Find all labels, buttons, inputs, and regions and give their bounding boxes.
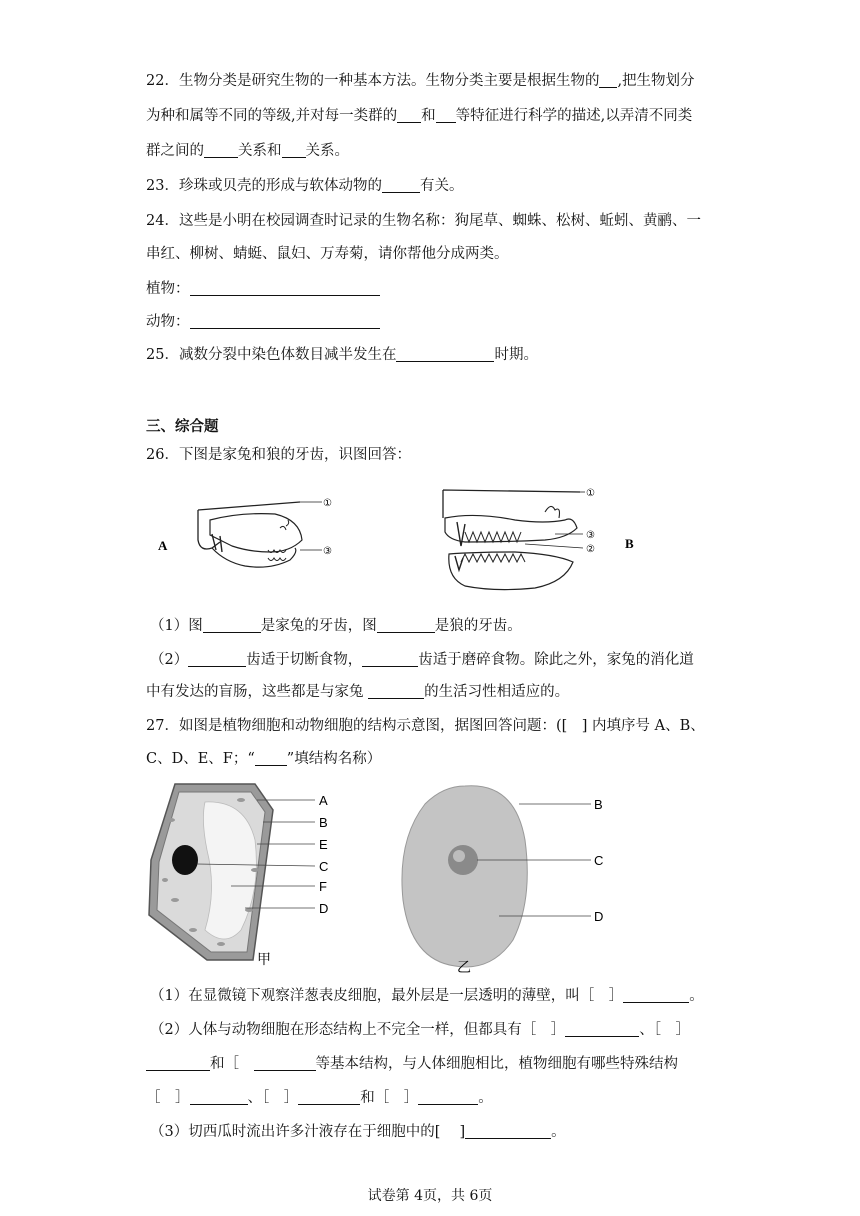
label-D: D	[594, 909, 604, 924]
q23-line	[146, 176, 463, 196]
q24-animal-line	[146, 312, 380, 332]
label-C: C	[319, 859, 329, 874]
q26-part2	[150, 650, 694, 670]
plant-cell-figure	[145, 780, 355, 970]
q26-stem: 26．下图是家兔和狼的牙齿，识图回答：	[146, 447, 411, 463]
q27-line2	[146, 749, 381, 769]
q26-part2-cont	[146, 682, 569, 702]
q26-text: 是家兔的牙齿，图	[260, 618, 377, 634]
q27-text: 、［ ］	[247, 1090, 299, 1106]
q25-line	[146, 345, 538, 365]
q27-part2	[150, 1020, 690, 1040]
q27-text: 。	[551, 1124, 566, 1140]
marker-1: ①	[323, 498, 332, 509]
q27-text: 。	[689, 988, 704, 1004]
q26-text: 是狼的牙齿。	[434, 618, 522, 634]
q26-text: 的生活习性相适应的。	[424, 684, 570, 700]
q23-text: 23．珍珠或贝壳的形成与软体动物的	[146, 178, 382, 194]
animal-cell-figure	[395, 780, 615, 974]
q26-text: （2）	[150, 652, 189, 668]
answer-blank[interactable]	[465, 1124, 551, 1139]
label-B: B	[594, 797, 603, 812]
answer-blank[interactable]	[565, 1022, 639, 1037]
answer-blank[interactable]	[362, 652, 418, 667]
answer-blank[interactable]	[188, 652, 246, 667]
answer-blank[interactable]	[204, 143, 238, 158]
q27-text: （3）切西瓜时流出许多汁液存在于细胞中的[ ]	[150, 1124, 466, 1140]
q27-text: 。	[478, 1090, 493, 1106]
q27-line1: 27．如图是植物细胞和动物细胞的结构示意图，据图回答问题：([ ] 内填序号 A、B、	[146, 718, 705, 734]
answer-blank[interactable]	[382, 178, 420, 193]
q27-text: （1）在显微镜下观察洋葱表皮细胞，最外层是一层透明的薄壁，叫［ ］	[150, 988, 624, 1004]
q27-part1	[150, 986, 704, 1006]
answer-blank[interactable]	[623, 988, 689, 1003]
q27-part3	[150, 1122, 566, 1142]
answer-blank[interactable]	[377, 618, 435, 633]
q27-part2-cont2	[146, 1088, 493, 1108]
answer-blank[interactable]	[418, 1090, 478, 1105]
answer-blank[interactable]	[203, 618, 261, 633]
q27-text: （2）人体与动物细胞在形态结构上不完全一样，但都具有［ ］	[150, 1022, 566, 1038]
q27-text: 等基本结构，与人体细胞相比，植物细胞有哪些特殊结构	[315, 1056, 678, 1072]
q22-text: 22．生物分类是研究生物的一种基本方法。生物分类主要是根据生物的	[146, 73, 600, 89]
q26-text: （1）图	[150, 618, 203, 634]
q24-plant-line	[146, 279, 380, 299]
answer-blank[interactable]	[599, 73, 617, 88]
q25-text: 25．减数分裂中染色体数目减半发生在	[146, 347, 397, 363]
q27-text: ［ ］	[146, 1090, 190, 1106]
section-heading: 三、综合题	[146, 418, 219, 435]
page-footer: 试卷第 4页，共 6页	[367, 1188, 493, 1204]
q26-text: 齿适于切断食物，	[246, 652, 363, 668]
q22-text: 等特征进行科学的描述,以弄清不同类	[455, 108, 693, 124]
marker-3: ③	[323, 546, 332, 557]
q22-line1	[146, 71, 695, 91]
q24-line2: 串红、柳树、蜻蜓、鼠妇、万寿菊，请你帮他分成两类。	[146, 246, 509, 262]
rabbit-teeth-figure	[150, 490, 350, 580]
animal-answer-blank[interactable]	[190, 314, 380, 329]
q22-text: 关系。	[305, 143, 349, 159]
q26-part1	[150, 616, 522, 636]
wolf-teeth-figure	[435, 482, 655, 597]
label-D: D	[319, 901, 329, 916]
animal-label: 动物：	[146, 314, 190, 330]
q24-line1: 24．这些是小明在校园调查时记录的生物名称：狗尾草、蜘蛛、松树、蚯蚓、黄鹂、一	[146, 213, 701, 229]
marker-1: ①	[586, 488, 595, 499]
answer-blank[interactable]	[298, 1090, 360, 1105]
q27-text: ”填结构名称）	[286, 751, 382, 767]
q26-text: 中有发达的盲肠，这些都是与家兔	[146, 684, 369, 700]
q25-text: 时期。	[494, 347, 538, 363]
answer-blank[interactable]	[368, 684, 424, 699]
answer-blank[interactable]	[436, 108, 456, 123]
q26-text: 齿适于磨碎食物。除此之外，家兔的消化道	[418, 652, 694, 668]
answer-blank[interactable]	[146, 1056, 210, 1071]
answer-blank[interactable]	[254, 1056, 316, 1071]
label-E: E	[319, 837, 328, 852]
q27-part2-cont	[146, 1054, 678, 1074]
marker-2: ②	[586, 544, 595, 555]
label-C: C	[594, 853, 604, 868]
marker-3: ③	[586, 530, 595, 541]
q27-text: C、D、E、F；“	[146, 751, 255, 767]
answer-blank	[255, 751, 287, 766]
q22-text: 和	[421, 108, 436, 124]
label-F: F	[319, 879, 327, 894]
q22-text: 群之间的	[146, 143, 204, 159]
answer-blank[interactable]	[282, 143, 306, 158]
q22-line3	[146, 141, 349, 161]
label-B: B	[319, 815, 328, 830]
figure-label-b: B	[625, 536, 634, 551]
figure-label-a: A	[158, 538, 168, 553]
q27-text: 和［	[210, 1056, 254, 1072]
q22-text: 为种和属等不同的等级,并对每一类群的	[146, 108, 398, 124]
answer-blank[interactable]	[396, 347, 494, 362]
q23-text: 有关。	[419, 178, 464, 194]
q27-text: 、［ ］	[639, 1022, 690, 1038]
answer-blank[interactable]	[190, 1090, 248, 1105]
q22-text: ,把生物划分	[617, 73, 695, 89]
q22-text: 关系和	[238, 143, 282, 159]
q22-line2	[146, 106, 692, 126]
answer-blank[interactable]	[397, 108, 421, 123]
figure-name-yi: 乙	[457, 960, 471, 974]
label-A: A	[319, 793, 328, 808]
figure-name-jia: 甲	[257, 952, 271, 968]
q27-text: 和［ ］	[360, 1090, 419, 1106]
plant-answer-blank[interactable]	[190, 281, 380, 296]
plant-label: 植物：	[146, 281, 190, 297]
